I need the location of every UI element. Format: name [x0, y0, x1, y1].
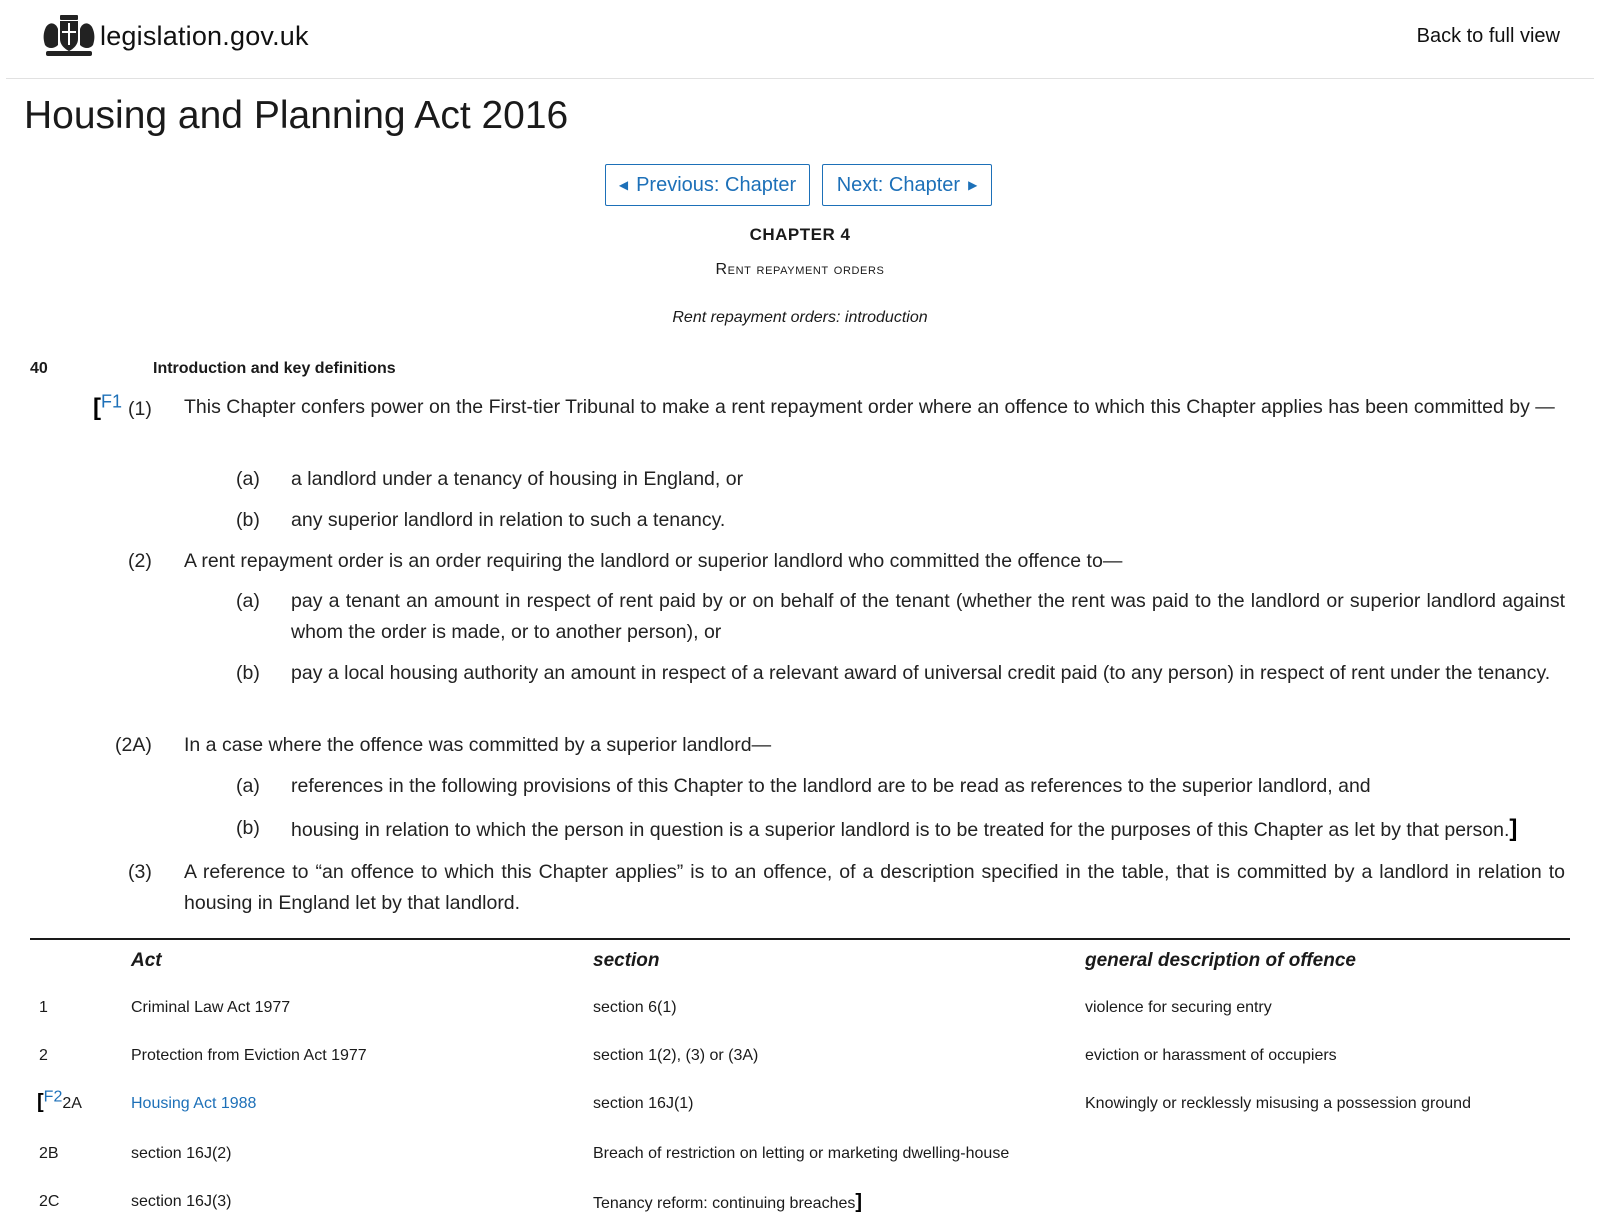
subsection-number: (2A): [115, 734, 152, 756]
subsection-text: In a case where the offence was committed by a superior landlord—: [184, 734, 772, 756]
paragraph-number: (a): [236, 590, 260, 612]
paragraph-text: any superior landlord in relation to such a tenancy.: [291, 509, 726, 531]
table-row-number: 1: [39, 999, 48, 1016]
table-cell-section: section 6(1): [593, 999, 677, 1016]
table-row-number: 2A: [62, 1095, 82, 1112]
housing-act-1988-link[interactable]: Housing Act 1988: [131, 1095, 257, 1112]
paragraph-number: (a): [236, 468, 260, 490]
triangle-right-icon: ▶: [968, 178, 978, 192]
amendment-close-bracket: ]: [1509, 815, 1518, 842]
paragraph-number: (a): [236, 775, 260, 797]
amendment-marker: [93, 392, 122, 425]
subsection-text: A rent repayment order is an order requiring the landlord or superior landlord who committed the offence to—: [184, 550, 1123, 572]
table-header-description: general description of offence: [1085, 950, 1356, 971]
paragraph-text: a landlord under a tenancy of housing in England, or: [291, 468, 744, 490]
site-name: legislation.gov.uk: [100, 20, 309, 51]
table-cell-section: Breach of restriction on letting or marketing dwelling-house: [593, 1145, 1010, 1162]
table-header-act: Act: [131, 950, 162, 971]
subsection-number: (3): [128, 861, 152, 883]
table-cell-act: section 16J(2): [131, 1145, 232, 1162]
paragraph-number: (b): [236, 817, 260, 839]
section-title: Introduction and key definitions: [153, 360, 396, 377]
table-cell-act: Criminal Law Act 1977: [131, 999, 291, 1016]
triangle-left-icon: ◀: [618, 178, 629, 192]
table-cell-act: Protection from Eviction Act 1977: [131, 1047, 367, 1064]
table-cell-description: violence for securing entry: [1085, 999, 1272, 1016]
footnote-link-f2[interactable]: F2: [43, 1088, 63, 1106]
back-to-full-view-link[interactable]: Back to full view: [1416, 25, 1560, 47]
table-cell-section-with-bracket: [593, 1192, 862, 1214]
amendment-open-bracket: [: [93, 394, 101, 421]
table-header-section: section: [593, 950, 660, 971]
subsection-number: (1): [128, 398, 152, 420]
previous-chapter-button[interactable]: [605, 164, 810, 206]
table-cell-act: section 16J(3): [131, 1193, 232, 1210]
royal-coat-of-arms-icon: [40, 13, 98, 59]
subsection-text: This Chapter confers power on the First-tier Tribunal to make a rent repayment order where an offence to which this Chapter applies has been committed by —: [184, 396, 1555, 418]
table-cell-section: Tenancy reform: continuing breaches: [593, 1195, 856, 1212]
paragraph-number: (b): [236, 509, 260, 531]
table-top-rule: [30, 938, 1570, 940]
chapter-number: CHAPTER 4: [749, 225, 851, 244]
table-row-number: 2B: [39, 1145, 59, 1162]
subsection-text: A reference to “an offence to which this Chapter applies” is to an offence, of a description specified in the table, that is committed by a landlord in relation to housing in England let by that landlord.: [184, 861, 1565, 914]
site-header: [6, 0, 1594, 79]
site-logo[interactable]: [40, 12, 309, 60]
next-chapter-button[interactable]: [822, 164, 992, 206]
table-cell-section: section 16J(1): [593, 1095, 694, 1112]
paragraph-number: (b): [236, 662, 260, 684]
table-cell-description: eviction or harassment of occupiers: [1085, 1047, 1337, 1064]
table-cell-section: section 1(2), (3) or (3A): [593, 1047, 759, 1064]
crossheading: Rent repayment orders: introduction: [672, 309, 928, 326]
table-row-number-with-amendment: [37, 1088, 82, 1114]
paragraph-text: pay a tenant an amount in respect of rent paid by or on behalf of the tenant (whether the rent was paid to the landlord or superior landlord against whom the order is made, or to another person), or: [291, 590, 1565, 643]
subsection-number: (2): [128, 550, 152, 572]
footnote-link-f1[interactable]: F1: [101, 391, 123, 412]
paragraph-text-with-bracket: [291, 813, 1565, 846]
section-number: 40: [30, 360, 48, 377]
table-row-number: 2: [39, 1047, 48, 1064]
table-row-number: 2C: [39, 1193, 60, 1210]
paragraph-text: references in the following provisions of this Chapter to the landlord are to be read as references to the superior landlord, and: [291, 775, 1371, 797]
next-chapter-label: Next: Chapter: [836, 173, 961, 196]
paragraph-text: pay a local housing authority an amount in respect of a relevant award of universal credit paid (to any person) in respect of rent under the tenancy.: [291, 662, 1551, 684]
amendment-close-bracket: ]: [855, 1191, 863, 1213]
paragraph-text: housing in relation to which the person in question is a superior landlord is to be treated for the purposes of this Chapter as let by that person.: [291, 819, 1510, 841]
previous-chapter-label: Previous: Chapter: [636, 173, 797, 196]
act-title: Housing and Planning Act 2016: [24, 94, 569, 137]
table-cell-description: Knowingly or recklessly misusing a possession ground: [1085, 1095, 1471, 1112]
chapter-title: Rent repayment orders: [715, 261, 885, 278]
amendment-open-bracket: [: [37, 1091, 44, 1113]
